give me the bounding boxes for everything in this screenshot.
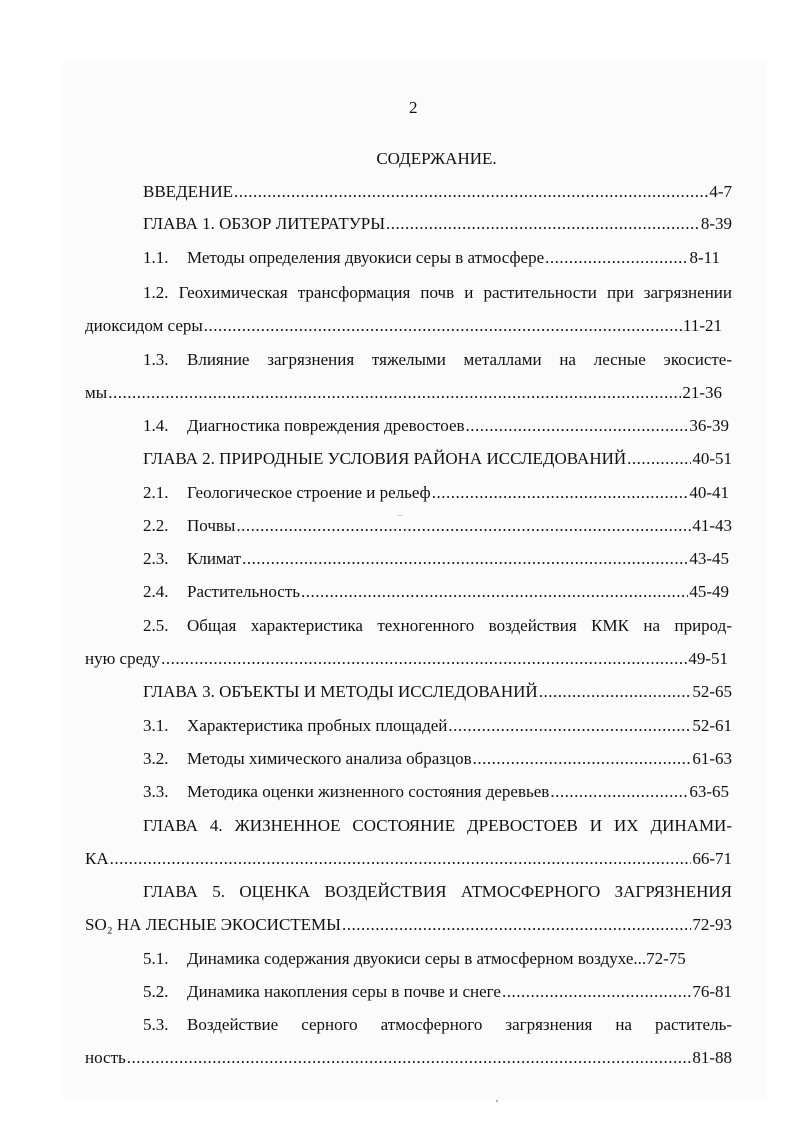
toc-number: 3.1. <box>143 716 169 735</box>
toc-label: Воздействие серного атмосферного загрязнения на раститель- <box>187 1015 732 1034</box>
toc-number: 1.1. <box>143 248 169 267</box>
toc-number: 2.4. <box>143 582 169 601</box>
toc-number: 2.5. <box>143 616 169 635</box>
toc-entry-2-5-line2 <box>85 648 728 670</box>
toc-pages: 8-11 <box>689 248 720 267</box>
toc-entry-5-1: 5.1. Динамика содержания двуокиси серы в атмосферном воздухе...72-75 <box>143 949 686 968</box>
toc-pages: 61-63 <box>692 749 732 768</box>
toc-entry-5-2 <box>143 981 732 1003</box>
toc-label: Растительность <box>187 582 301 601</box>
toc-entry-5-3-line2 <box>85 1047 732 1069</box>
toc-label: Динамика содержания двуокиси серы в атмосферном воздухе <box>187 949 634 968</box>
toc-entry-1-2-line2 <box>85 315 722 337</box>
toc-label: Влияние загрязнения тяжелыми металлами на лесные экосисте- <box>187 350 732 369</box>
toc-label: ность <box>85 1048 126 1067</box>
toc-label: Почвы <box>187 516 236 535</box>
toc-pages: 72-93 <box>692 915 732 934</box>
toc-pages: 41-43 <box>692 516 732 535</box>
toc-pages: 63-65 <box>689 782 729 801</box>
toc-label: Климат <box>187 549 242 568</box>
toc-number: 1.3. <box>143 350 169 369</box>
toc-entry-1-1 <box>143 247 720 269</box>
toc-number: 3.2. <box>143 749 169 768</box>
toc-label: КА <box>85 849 109 868</box>
toc-number: 2.3. <box>143 549 169 568</box>
toc-label: диоксидом серы <box>85 316 203 335</box>
toc-pages: 49-51 <box>688 649 728 668</box>
toc-entry-chapter-3 <box>143 681 732 703</box>
toc-entry-chapter-4-line2 <box>85 848 732 870</box>
toc-label: Диагностика повреждения древостоев <box>187 416 465 435</box>
toc-pages: 4-7 <box>709 182 732 201</box>
toc-entry-chapter-1 <box>143 213 732 235</box>
toc-number: 1.4. <box>143 416 169 435</box>
toc-label: Общая характеристика техногенного воздействия КМК на природ- <box>187 616 732 635</box>
toc-label: мы <box>85 383 108 402</box>
toc-entry-3-2 <box>143 748 732 770</box>
toc-label: Характеристика пробных площадей <box>187 716 448 735</box>
toc-number: 5.3. <box>143 1015 169 1034</box>
toc-entry-2-5-line1 <box>143 615 732 637</box>
toc-pages: 52-65 <box>692 682 732 701</box>
toc-number: 3.3. <box>143 782 169 801</box>
toc-entry-1-3-line2 <box>85 382 722 404</box>
toc-pages: 45-49 <box>689 582 729 601</box>
toc-pages: 72-75 <box>646 949 686 968</box>
toc-entry-1-3-line1 <box>143 349 732 371</box>
toc-entry-2-3 <box>143 548 729 570</box>
toc-entry-5-3-line1 <box>143 1014 732 1036</box>
toc-number: 5.1. <box>143 949 169 968</box>
toc-label: ВВЕДЕНИЕ <box>143 182 233 201</box>
toc-pages: 76-81 <box>692 982 732 1001</box>
toc-entry-3-3 <box>143 781 729 803</box>
scan-speck <box>398 515 402 516</box>
toc-label: ГЛАВА 2. ПРИРОДНЫЕ УСЛОВИЯ РАЙОНА ИССЛЕДОВАНИЙ <box>143 449 627 468</box>
toc-entry-2-1 <box>143 482 729 504</box>
toc-label: Геологическое строение и рельеф <box>187 483 431 502</box>
toc-number: 2.1. <box>143 483 169 502</box>
toc-pages: 21-36 <box>682 383 722 402</box>
toc-pages: 66-71 <box>692 849 732 868</box>
scan-speck <box>496 1100 498 1102</box>
toc-entry-chapter-4-line1: ГЛАВА 4. ЖИЗНЕННОЕ СОСТОЯНИЕ ДРЕВОСТОЕВ И ИХ ДИНАМИ- <box>143 816 732 835</box>
toc-pages: 40-51 <box>692 449 732 468</box>
toc-pages: 40-41 <box>689 483 729 502</box>
toc-entry-1-4 <box>143 415 729 437</box>
toc-label: SO₂ НА ЛЕСНЫЕ ЭКОСИСТЕМЫ <box>85 915 341 934</box>
toc-entry-1-2-line1: 1.2. Геохимическая трансформация почв и растительности при загрязнении <box>143 283 732 302</box>
toc-pages: 43-45 <box>689 549 729 568</box>
toc-label: ГЛАВА 1. ОБЗОР ЛИТЕРАТУРЫ <box>143 214 386 233</box>
toc-label: Динамика накопления серы в почве и снеге <box>187 982 501 1001</box>
toc-entry-chapter-5-line1: ГЛАВА 5. ОЦЕНКА ВОЗДЕЙСТВИЯ АТМОСФЕРНОГО ЗАГРЯЗНЕНИЯ <box>143 882 732 901</box>
toc-entry-chapter-2 <box>143 448 732 470</box>
toc-entry-2-2 <box>143 515 732 537</box>
toc-label: Методика оценки жизненного состояния деревьев <box>187 782 550 801</box>
toc-entry-intro <box>143 181 732 203</box>
toc-label: Методы определения двуокиси серы в атмосфере <box>187 248 545 267</box>
toc-entry-2-4 <box>143 581 729 603</box>
toc-entry-chapter-5-line2 <box>85 914 732 936</box>
toc-label: ную среду <box>85 649 161 668</box>
toc-label: Методы химического анализа образцов <box>187 749 472 768</box>
toc-pages: 11-21 <box>682 316 722 335</box>
toc-number: 5.2. <box>143 982 169 1001</box>
toc-pages: 8-39 <box>700 214 732 233</box>
toc-number: 2.2. <box>143 516 169 535</box>
page-number: 2 <box>409 98 418 117</box>
toc-pages: 52-61 <box>692 716 732 735</box>
page-title: СОДЕРЖАНИЕ. <box>376 149 497 168</box>
toc-pages: 36-39 <box>689 416 729 435</box>
toc-label: ГЛАВА 3. ОБЪЕКТЫ И МЕТОДЫ ИССЛЕДОВАНИЙ <box>143 682 538 701</box>
toc-pages: 81-88 <box>692 1048 732 1067</box>
toc-entry-3-1 <box>143 715 732 737</box>
